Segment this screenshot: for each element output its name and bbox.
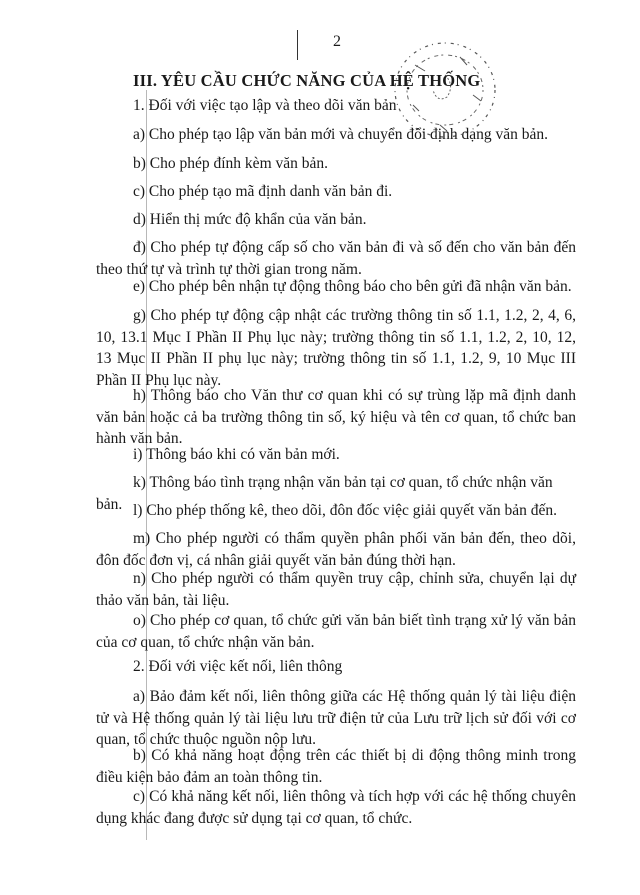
list-item: h) Thông báo cho Văn thư cơ quan khi có sự trùng lặp mã định danh văn bản hoặc cả ba trường thông tin số, ký hiệu và tên cơ quan, tổ chức ban hành văn bản. xyxy=(96,387,576,447)
page-number: 2 xyxy=(333,33,341,50)
list-item: b) Có khả năng hoạt động trên các thiết bị di động thông minh trong điều kiện bảo đảm an toàn thông tin. xyxy=(96,747,576,786)
margin-mark xyxy=(297,30,298,60)
list-item: d) Hiển thị mức độ khẩn của văn bản. xyxy=(133,211,367,228)
list-item: m) Cho phép người có thẩm quyền phân phối văn bản đến, theo dõi, đôn đốc đơn vị, cá nhân giải quyết văn bản đúng thời hạn. xyxy=(96,530,576,569)
list-item: c) Có khả năng kết nối, liên thông và tích hợp với các hệ thống chuyên dụng khác đang được sử dụng tại cơ quan, tổ chức. xyxy=(96,788,576,827)
list-item: g) Cho phép tự động cập nhật các trường thông tin số 1.1, 1.2, 2, 4, 6, 10, 13.1 Mục I Phần II Phụ lục này; trường thông tin số 1.1, 1.2, 2, 10, 12, 13 Mục II Phần II phụ lục này; trường thông tin số 1.1, 1.2, 9, 10 Mục III Phần II Phụ lục này. xyxy=(96,307,576,389)
list-item: đ) Cho phép tự động cấp số cho văn bản đi và số đến cho văn bản đến theo thứ tự và trình tự thời gian trong năm. xyxy=(96,239,576,278)
list-item: i) Thông báo khi có văn bản mới. xyxy=(133,446,340,463)
list-item: n) Cho phép người có thẩm quyền truy cập, chỉnh sửa, chuyển lại dự thảo văn bản, tài liệu. xyxy=(96,570,576,609)
list-item: o) Cho phép cơ quan, tổ chức gửi văn bản biết tình trạng xử lý văn bản của cơ quan, tổ chức nhận văn bản. xyxy=(96,612,576,651)
list-item: l) Cho phép thống kê, theo dõi, đôn đốc việc giải quyết văn bản đến. xyxy=(133,502,558,519)
list-item: a) Bảo đảm kết nối, liên thông giữa các Hệ thống quản lý tài liệu điện tử và Hệ thống quản lý tài liệu lưu trữ điện tử của Lưu trữ lịch sử đối với cơ quan, tổ chức thuộc nguồn nộp lưu. xyxy=(96,688,576,748)
section-heading: III. YÊU CẦU CHỨC NĂNG CỦA HỆ THỐNG xyxy=(133,71,481,90)
list-item: e) Cho phép bên nhận tự động thông báo cho bên gửi đã nhận văn bản. xyxy=(133,278,572,295)
subsection-title-1: 1. Đối với việc tạo lập và theo dõi văn bản xyxy=(133,97,397,114)
list-item: c) Cho phép tạo mã định danh văn bản đi. xyxy=(133,183,393,200)
subsection-title-2: 2. Đối với việc kết nối, liên thông xyxy=(133,658,343,675)
list-item: b) Cho phép đính kèm văn bản. xyxy=(133,155,329,172)
list-item: k) Thông báo tình trạng nhận văn bản tại cơ quan, tổ chức nhận văn bản. xyxy=(96,474,553,513)
list-item: a) Cho phép tạo lập văn bản mới và chuyển đổi định dạng văn bản. xyxy=(133,126,548,143)
